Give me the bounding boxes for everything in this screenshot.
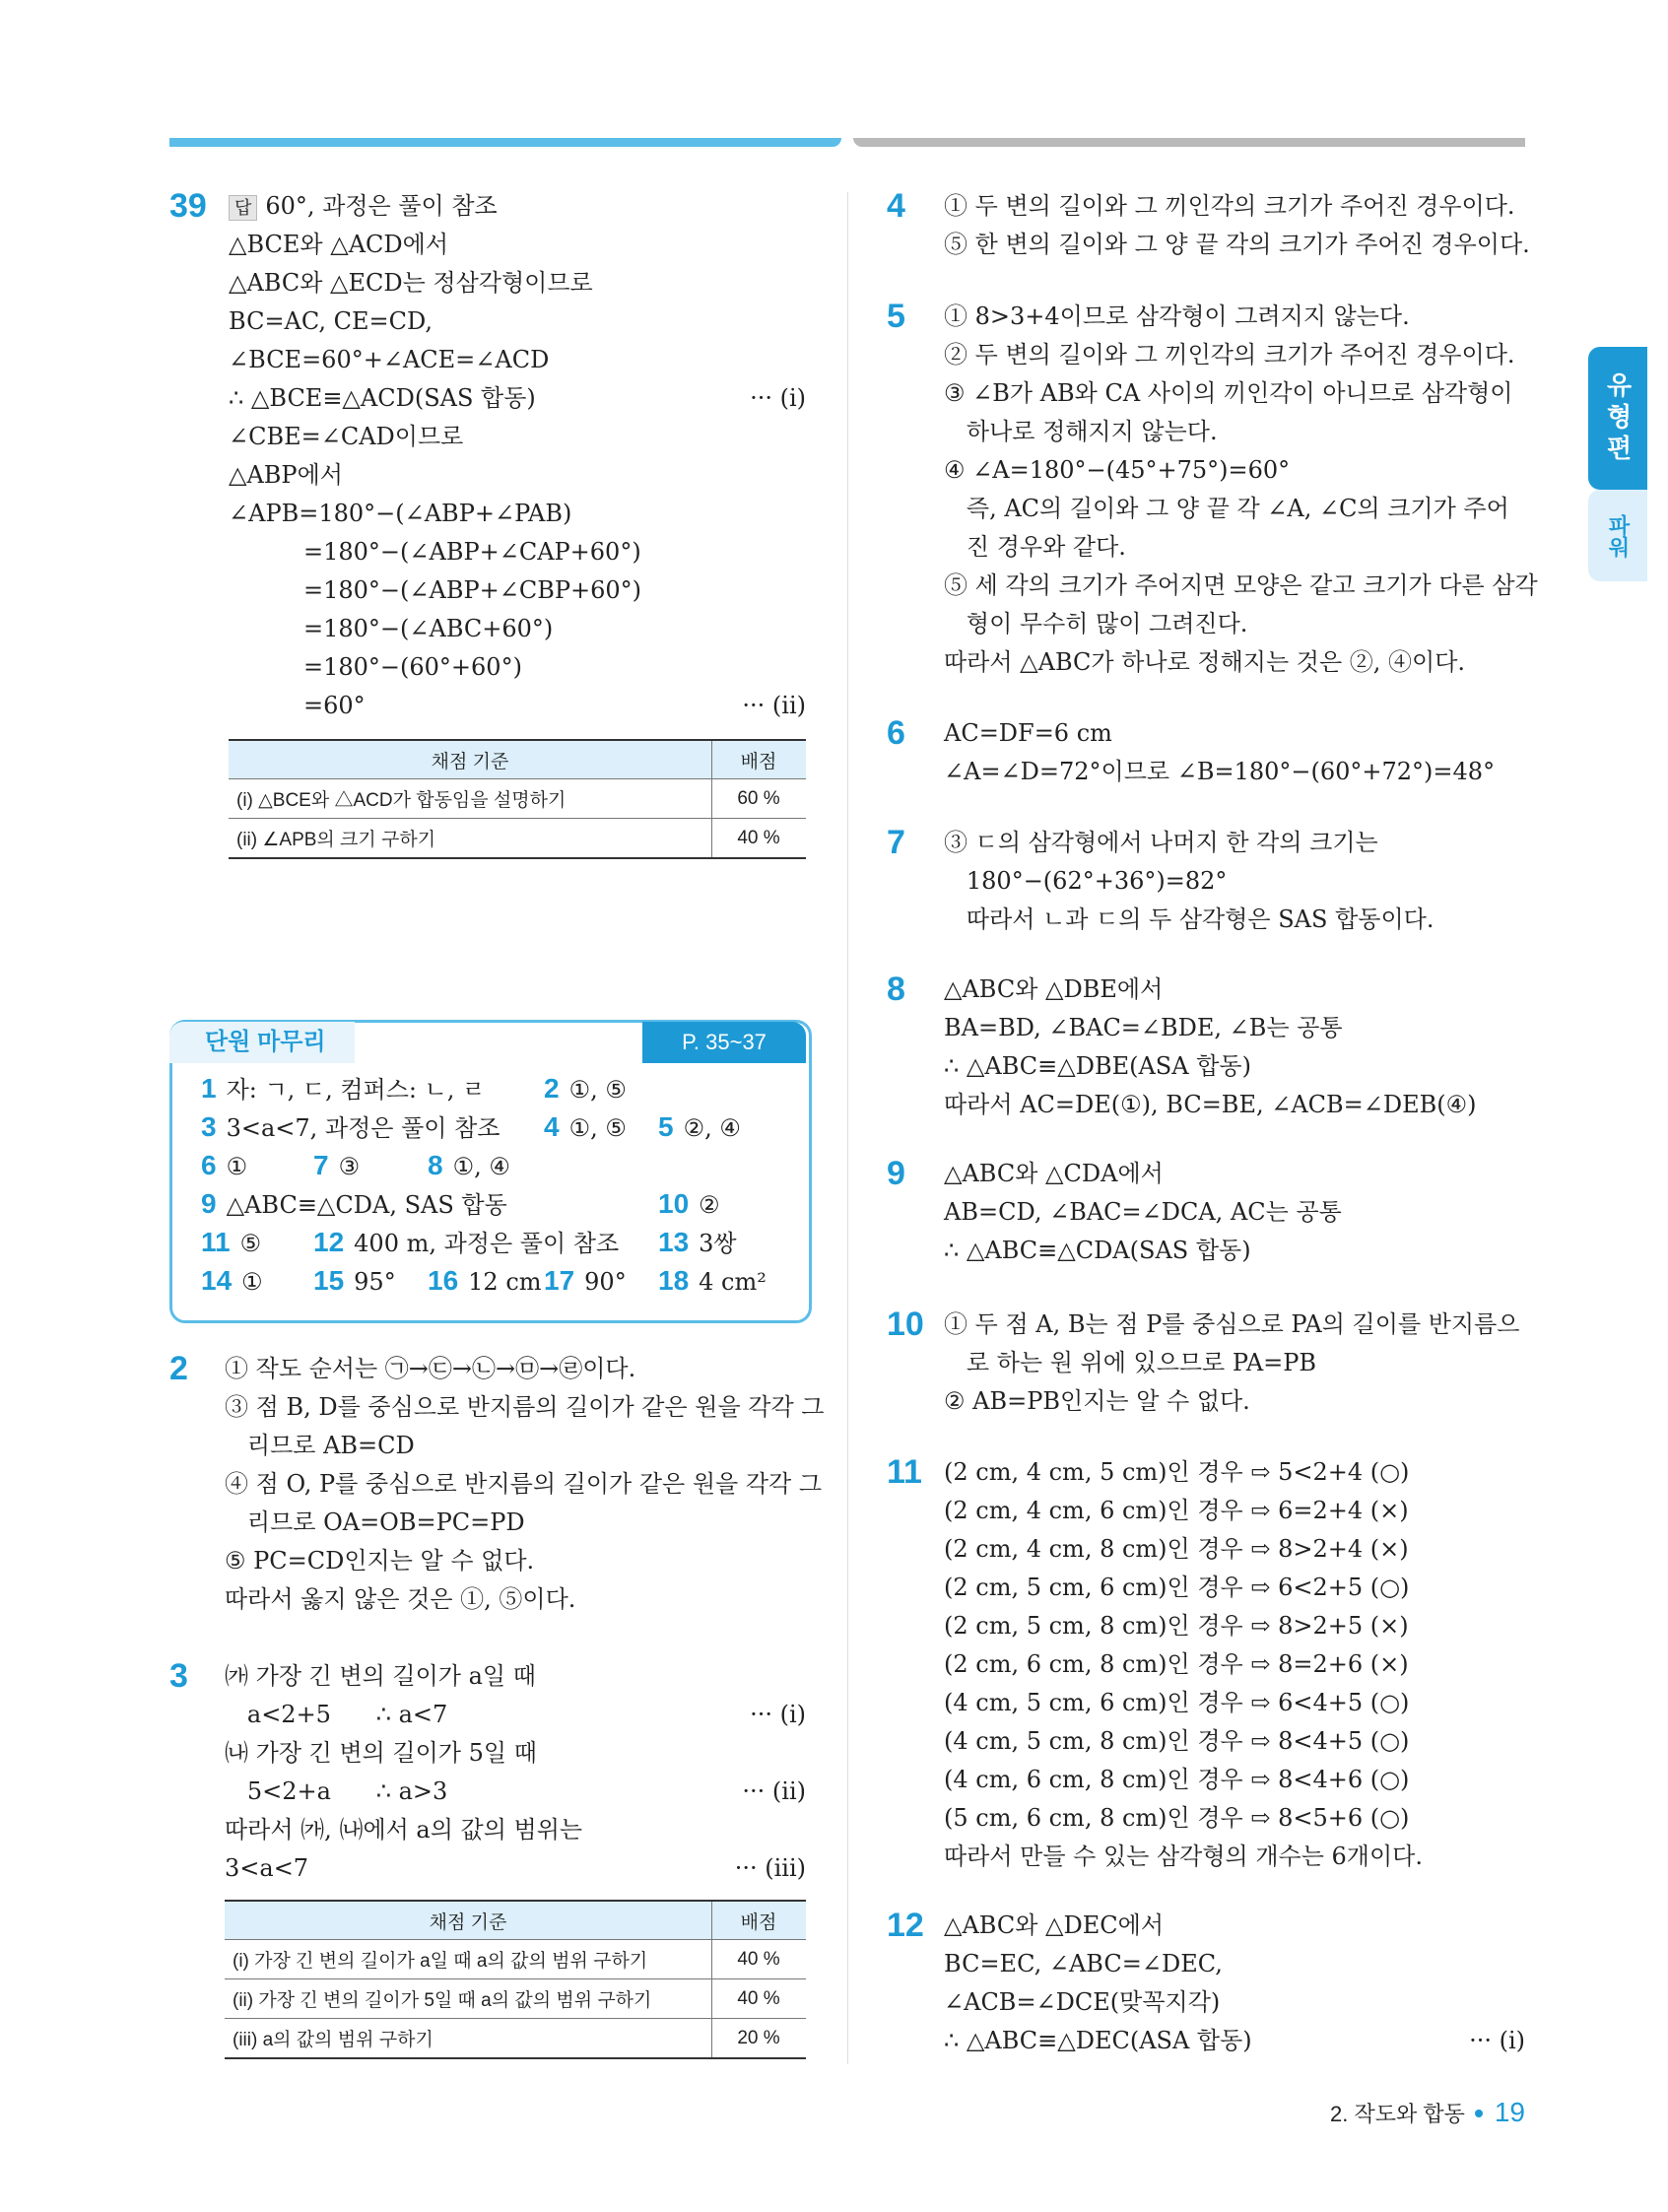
- unit-answer: 16 12 cm: [428, 1265, 542, 1296]
- solution-line: ⑤ PC=CD인지는 알 수 없다.: [225, 1547, 535, 1575]
- solution-line: ① 두 점 A, B는 점 P를 중심으로 PA의 길이를 반지름으: [944, 1310, 1520, 1338]
- solution-line: (2 cm, 4 cm, 8 cm)인 경우 ⇨ 8>2+4 (×): [944, 1535, 1409, 1563]
- solution-line: (4 cm, 6 cm, 8 cm)인 경우 ⇨ 8<4+6 (○): [944, 1766, 1410, 1793]
- table-header: 채점 기준: [225, 1901, 712, 1940]
- step-tag: ··· (ii): [742, 1777, 806, 1805]
- problem-number: 3: [169, 1657, 188, 1695]
- header-bar-right: [853, 138, 1525, 147]
- solution-line: 따라서 △ABC가 하나로 정해지는 것은 ②, ④이다.: [944, 648, 1466, 676]
- step-tag: ··· (iii): [734, 1854, 806, 1882]
- solution-line: AB=CD, ∠BAC=∠DCA, AC는 공통: [944, 1198, 1342, 1226]
- solution-line: △BCE와 △ACD에서: [229, 231, 448, 258]
- solution-line: =180°−(60°+60°): [303, 653, 522, 681]
- unit-answer: 13 3쌍: [658, 1227, 737, 1257]
- unit-answer: 8 ①, ④: [428, 1150, 510, 1180]
- solution-line: ⑤ 한 변의 길이와 그 양 끝 각의 크기가 주어진 경우이다.: [944, 231, 1530, 258]
- unit-answer: 11 ⑤: [201, 1227, 262, 1257]
- solution-line: 진 경우와 같다.: [944, 533, 1126, 561]
- solution-line: a<2+5 ∴ a<7: [225, 1701, 448, 1728]
- table-row: (iii) a의 값의 범위 구하기 20 %: [225, 2019, 806, 2059]
- unit-answer: 18 4 cm²: [658, 1265, 767, 1296]
- unit-answer: 17 90°: [544, 1265, 627, 1296]
- problem-number: 10: [887, 1306, 924, 1343]
- solution-line: ㈏ 가장 긴 변의 길이가 5일 때: [225, 1739, 537, 1767]
- solution-line: ③ 점 B, D를 중심으로 반지름의 길이가 같은 원을 각각 그: [225, 1393, 825, 1421]
- solution-line: 즉, AC의 길이와 그 양 끝 각 ∠A, ∠C의 크기가 주어: [944, 495, 1509, 522]
- problem-number: 9: [887, 1155, 905, 1192]
- unit-review-pages: P. 35~37: [642, 1022, 806, 1063]
- solution-line: ∠APB=180°−(∠ABP+∠PAB): [229, 500, 572, 527]
- solution-line: 하나로 정해지지 않는다.: [944, 418, 1218, 445]
- problem-39: [169, 187, 806, 725]
- solution-line: ∴ △ABC≡△CDA(SAS 합동): [944, 1237, 1251, 1264]
- unit-answer: 10 ②: [658, 1188, 720, 1219]
- table-row: (ii) ∠APB의 크기 구하기 40 %: [229, 819, 806, 859]
- column-divider: [847, 192, 848, 2064]
- unit-answer: 7 ③: [313, 1150, 361, 1180]
- table-row: (ii) 가장 긴 변의 길이가 5일 때 a의 값의 범위 구하기 40 %: [225, 1979, 806, 2019]
- answer-badge: 답: [229, 195, 257, 221]
- solution-line: 따라서 ㈎, ㈏에서 a의 값의 범위는: [225, 1816, 583, 1843]
- solution-line: ① 두 변의 길이와 그 끼인각의 크기가 주어진 경우이다.: [944, 192, 1515, 220]
- unit-answer: 2 ①, ⑤: [544, 1073, 627, 1104]
- unit-answer: 6 ①: [201, 1150, 248, 1180]
- scoring-table-3: [225, 1900, 806, 2059]
- solution-line: ∴ △BCE≡△ACD(SAS 합동): [229, 384, 536, 412]
- unit-answer: 5 ②, ④: [658, 1111, 741, 1142]
- table-header: 채점 기준: [229, 740, 712, 779]
- problem-number: 8: [887, 971, 905, 1008]
- step-tag: ··· (i): [750, 384, 806, 412]
- solution-line: BC=AC, CE=CD,: [229, 307, 434, 335]
- solution-line: BC=EC, ∠ABC=∠DEC,: [944, 1950, 1223, 1977]
- bullet-dot-icon: [1475, 2110, 1483, 2117]
- solution-line: ④ ∠A=180°−(45°+75°)=60°: [944, 456, 1291, 484]
- solution-line: (5 cm, 6 cm, 8 cm)인 경우 ⇨ 8<5+6 (○): [944, 1804, 1410, 1832]
- problem-number: 39: [169, 187, 207, 225]
- solution-line: (2 cm, 4 cm, 6 cm)인 경우 ⇨ 6=2+4 (×): [944, 1497, 1409, 1524]
- problem-number: 7: [887, 824, 905, 861]
- solution-line: △ABC와 △CDA에서: [944, 1160, 1164, 1187]
- step-tag: ··· (i): [750, 1701, 806, 1728]
- solution-line: ④ 점 O, P를 중심으로 반지름의 길이가 같은 원을 각각 그: [225, 1470, 823, 1498]
- problem-number: 2: [169, 1350, 188, 1387]
- problem-2: [169, 1350, 825, 1619]
- solution-line: 따라서 옳지 않은 것은 ①, ⑤이다.: [225, 1585, 576, 1613]
- solution-line: 리므로 OA=OB=PC=PD: [225, 1508, 525, 1536]
- solution-line: 5<2+a ∴ a>3: [225, 1777, 448, 1805]
- unit-answer: 1 자: ㄱ, ㄷ, 컴퍼스: ㄴ, ㄹ: [201, 1073, 486, 1104]
- unit-answer: 4 ①, ⑤: [544, 1111, 627, 1142]
- unit-answer: 3 3<a<7, 과정은 풀이 참조: [201, 1111, 500, 1142]
- solution-line: ㈎ 가장 긴 변의 길이가 a일 때: [225, 1662, 536, 1690]
- solution-line: (2 cm, 5 cm, 6 cm)인 경우 ⇨ 6<2+5 (○): [944, 1574, 1410, 1601]
- solution-line: =60°: [303, 692, 366, 719]
- solution-line: ① 작도 순서는 ㉠→㉢→㉡→㉤→㉣이다.: [225, 1355, 636, 1382]
- problem-12: [887, 1907, 1525, 2060]
- header-bar-left: [169, 138, 841, 147]
- unit-answer: 12 400 m, 과정은 풀이 참조: [313, 1227, 620, 1257]
- solution-line: 따라서 만들 수 있는 삼각형의 개수는 6개이다.: [944, 1843, 1423, 1870]
- solution-line: △ABC와 △DEC에서: [944, 1911, 1164, 1939]
- solution-line: ② 두 변의 길이와 그 끼인각의 크기가 주어진 경우이다.: [944, 341, 1515, 369]
- solution-line: =180°−(∠ABC+60°): [303, 615, 554, 642]
- solution-line: AC=DF=6 cm: [944, 719, 1112, 747]
- unit-answer: 9 △ABC≡△CDA, SAS 합동: [201, 1188, 507, 1219]
- unit-answer: 15 95°: [313, 1265, 396, 1296]
- problem-8: [887, 971, 1525, 1124]
- solution-line: 리므로 AB=CD: [225, 1432, 415, 1459]
- problem-5: [887, 298, 1538, 682]
- solution-line: ③ ∠B가 AB와 CA 사이의 끼인각이 아니므로 삼각형이: [944, 379, 1513, 407]
- unit-answer: 14 ①: [201, 1265, 263, 1296]
- table-row: (i) 가장 긴 변의 길이가 a일 때 a의 값의 범위 구하기 40 %: [225, 1940, 806, 1979]
- solution-line: ⑤ 세 각의 크기가 주어지면 모양은 같고 크기가 다른 삼각: [944, 571, 1538, 599]
- solution-line: ② AB=PB인지는 알 수 없다.: [944, 1387, 1250, 1415]
- problem-number: 4: [887, 187, 905, 225]
- problem-11: [887, 1453, 1525, 1876]
- side-tab-type[interactable]: 유형편: [1588, 347, 1647, 490]
- solution-line: =180°−(∠ABP+∠CBP+60°): [303, 576, 641, 604]
- problem-6: [887, 714, 1525, 791]
- problem-7: [887, 824, 1525, 939]
- table-header: 배점: [712, 1901, 807, 1940]
- solution-line: (2 cm, 6 cm, 8 cm)인 경우 ⇨ 8=2+6 (×): [944, 1650, 1409, 1678]
- solution-line: 3<a<7: [225, 1854, 309, 1882]
- table-header: 배점: [712, 740, 807, 779]
- solution-line: △ABC와 △ECD는 정삼각형이므로: [229, 269, 593, 297]
- solution-line: (4 cm, 5 cm, 8 cm)인 경우 ⇨ 8<4+5 (○): [944, 1727, 1410, 1755]
- solution-line: ∠CBE=∠CAD이므로: [229, 423, 464, 450]
- solution-line: ∠BCE=60°+∠ACE=∠ACD: [229, 346, 550, 373]
- solution-line: ∠A=∠D=72°이므로 ∠B=180°−(60°+72°)=48°: [944, 758, 1496, 785]
- solution-line: △ABP에서: [229, 461, 343, 489]
- unit-review-title: 단원 마무리: [169, 1022, 355, 1063]
- solution-line: (2 cm, 5 cm, 8 cm)인 경우 ⇨ 8>2+5 (×): [944, 1612, 1409, 1640]
- solution-line: (2 cm, 4 cm, 5 cm)인 경우 ⇨ 5<2+4 (○): [944, 1458, 1410, 1486]
- solution-line: 180°−(62°+36°)=82°: [944, 867, 1228, 895]
- page-footer: [1330, 2097, 1525, 2128]
- solution-line: 로 하는 원 위에 있으므로 PA=PB: [944, 1349, 1317, 1376]
- solution-line: 따라서 ㄴ과 ㄷ의 두 삼각형은 SAS 합동이다.: [944, 905, 1434, 933]
- scoring-table-39: [229, 739, 806, 859]
- problem-10: [887, 1306, 1525, 1421]
- answer-text: 60°, 과정은 풀이 참조: [265, 192, 498, 220]
- solution-line: (4 cm, 5 cm, 6 cm)인 경우 ⇨ 6<4+5 (○): [944, 1689, 1410, 1716]
- problem-number: 11: [887, 1453, 922, 1491]
- chapter-title: 2. 작도와 합동: [1330, 2102, 1465, 2126]
- solution-line: ① 8>3+4이므로 삼각형이 그려지지 않는다.: [944, 302, 1410, 330]
- page-number: 19: [1494, 2097, 1525, 2127]
- problem-number: 5: [887, 298, 905, 335]
- solution-line: 형이 무수히 많이 그려진다.: [944, 610, 1248, 637]
- solution-line: 따라서 AC=DE(①), BC=BE, ∠ACB=∠DEB(④): [944, 1091, 1477, 1118]
- solution-line: ③ ㄷ의 삼각형에서 나머지 한 각의 크기는: [944, 829, 1378, 856]
- problem-number: 6: [887, 714, 905, 752]
- solution-line: ∴ △ABC≡△DBE(ASA 합동): [944, 1052, 1251, 1080]
- solution-line: ∴ △ABC≡△DEC(ASA 합동): [944, 2027, 1252, 2054]
- solution-line: =180°−(∠ABP+∠CAP+60°): [303, 538, 641, 566]
- solution-line: BA=BD, ∠BAC=∠BDE, ∠B는 공통: [944, 1014, 1343, 1041]
- solution-line: △ABC와 △DBE에서: [944, 975, 1164, 1003]
- problem-9: [887, 1155, 1525, 1270]
- step-tag: ··· (ii): [742, 692, 806, 719]
- table-row: (i) △BCE와 △ACD가 합동임을 설명하기 60 %: [229, 779, 806, 819]
- problem-3: [169, 1657, 806, 1888]
- problem-number: 12: [887, 1907, 924, 1944]
- solution-line: ∠ACB=∠DCE(맞꼭지각): [944, 1988, 1221, 2016]
- problem-4: [887, 187, 1530, 264]
- step-tag: ··· (i): [1469, 2027, 1525, 2054]
- side-tab-power[interactable]: 파워: [1588, 490, 1647, 581]
